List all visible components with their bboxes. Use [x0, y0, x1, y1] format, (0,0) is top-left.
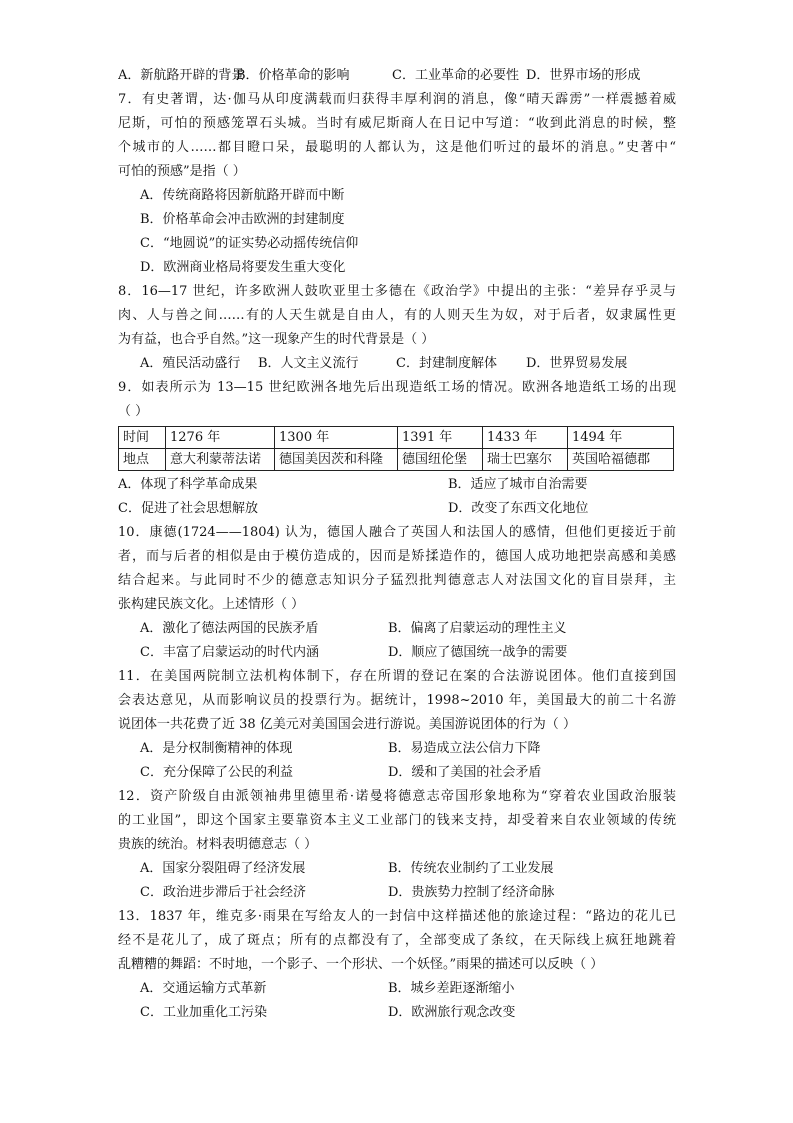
q8-options	[118, 352, 676, 376]
q11-stem-line: 说团体一共花费了近 38 亿美元对美国国会进行游说。美国游说团体的行为（ ）	[118, 717, 576, 732]
q6-option-c: C．工业革命的必要性	[392, 68, 519, 83]
q10-stem-line: 10．康德(1724——1804) 认为，德国人融合了英国人和法国人的感情，但他们更接近于前	[118, 525, 676, 540]
q6-option-a: A．新航路开辟的背景	[118, 68, 245, 83]
q9-stem-line: 9．如表所示为 13—15 世纪欧洲各地先后出现造纸工场的情况。欧洲各地造纸工场的出现	[118, 380, 676, 395]
table-cell: 德国纽伦堡	[398, 449, 483, 471]
q8-stem-line: 8．16—17 世纪，许多欧洲人鼓吹亚里士多德在《政治学》中提出的主张：“差异存乎灵与	[118, 284, 676, 299]
q13-options-row	[118, 1001, 676, 1025]
q10-option-a: A．激化了德法两国的民族矛盾	[140, 621, 319, 636]
q9-options-row	[118, 497, 676, 521]
q11-option-d: D．缓和了美国的社会矛盾	[388, 765, 542, 780]
q12-options-row	[118, 857, 676, 881]
q8-option-d: D．世界贸易发展	[526, 356, 628, 371]
q9-option-c: C．促进了社会思想解放	[118, 501, 258, 516]
table-cell: 1391 年	[398, 427, 483, 449]
q12-option-b: B．传统农业制约了工业发展	[388, 861, 554, 876]
q7-option-b: B．价格革命会冲击欧洲的封建制度	[140, 212, 345, 227]
table-cell: 1276 年	[166, 427, 275, 449]
q10-options-row	[118, 617, 676, 641]
table-cell: 1300 年	[275, 427, 398, 449]
q11-option-a: A．是分权制衡精神的体现	[140, 741, 293, 756]
q11-stem-line: 会表达意见，从而影响议员的投票行为。据统计，1998~2010 年，美国最大的前二十名游	[118, 693, 676, 708]
q12-option-a: A．国家分裂阻碍了经济发展	[140, 861, 306, 876]
q6-option-d: D．世界市场的形成	[526, 68, 641, 83]
q9-stem-line: （ ）	[118, 404, 149, 419]
q11-options-row	[118, 737, 676, 761]
q9-table	[118, 426, 674, 471]
q8-option-b: B．人文主义流行	[258, 356, 359, 371]
q12-stem-line: 贵族的统治。材料表明德意志（ ）	[118, 837, 318, 852]
table-cell: 1494 年	[568, 427, 674, 449]
q11-stem-line: 11．在美国两院制立法机构体制下，存在所谓的登记在案的合法游说团体。他们直接到国	[118, 669, 676, 684]
q13-option-b: B．城乡差距逐渐缩小	[388, 981, 515, 996]
q8-option-c: C．封建制度解体	[396, 356, 497, 371]
table-cell: 地点	[119, 449, 166, 471]
table-cell: 瑞士巴塞尔	[483, 449, 568, 471]
q13-stem-line: 经不是花儿了，成了斑点；所有的点都没有了，全部变成了条纹，在天际线上疯狂地跳着	[118, 933, 676, 948]
q9-option-d: D．改变了东西文化地位	[448, 501, 589, 516]
q6-option-b: B．价格革命的影响	[236, 68, 350, 83]
q12-options-row	[118, 881, 676, 905]
q13-option-c: C．工业加重化工污染	[140, 1005, 267, 1020]
q7-stem-line: 7．有史著谓，达·伽马从印度满载而归获得丰厚利润的消息，像“晴天霹雳”一样震撼着威	[118, 92, 676, 107]
table-cell: 英国哈福德郡	[568, 449, 674, 471]
table-row	[119, 449, 674, 471]
q9-options-row	[118, 473, 676, 497]
table-cell: 时间	[119, 427, 166, 449]
q7-stem-line: 可怕的预感”是指（ ）	[118, 164, 246, 179]
q13-stem-line: 乱糟糟的舞蹈：不时地，一个影子、一个形状、一个妖怪。”雨果的描述可以反映（ ）	[118, 957, 604, 972]
q11-option-c: C．充分保障了公民的利益	[140, 765, 293, 780]
q13-option-a: A．交通运输方式革新	[140, 981, 267, 996]
table-cell: 德国美因茨和科隆	[275, 449, 398, 471]
q6-options	[118, 64, 676, 88]
q12-stem-line: 的工业国”，即这个国家主要靠资本主义工业部门的钱来支持，却受着来自农业领域的传统	[118, 813, 676, 828]
q11-option-b: B．易造成立法公信力下降	[388, 741, 541, 756]
q7-stem-line: 尼斯，可怕的预感笼罩石头城。当时有威尼斯商人在日记中写道：“收到此消息的时候，整	[118, 116, 676, 131]
q13-stem-line: 13．1837 年，维克多·雨果在写给友人的一封信中这样描述他的旅途过程：“路边的花儿已	[118, 909, 676, 924]
q8-stem-line: 为有益，也合乎自然。”这一现象产生的时代背景是（ ）	[118, 332, 435, 347]
q9-option-a: A．体现了科学革命成果	[118, 477, 258, 492]
q10-options-row	[118, 641, 676, 665]
q8-stem-line: 肉、人与兽之间……有的人天生就是自由人，有的人则天生为奴，对于后者，奴隶属性更	[118, 308, 676, 323]
q10-option-b: B．偏离了启蒙运动的理性主义	[388, 621, 567, 636]
q12-option-c: C．政治进步滞后于社会经济	[140, 885, 306, 900]
table-cell: 意大利蒙蒂法诺	[166, 449, 275, 471]
q13-option-d: D．欧洲旅行观念改变	[388, 1005, 516, 1020]
q11-options-row	[118, 761, 676, 785]
table-row	[119, 427, 674, 449]
table-cell: 1433 年	[483, 427, 568, 449]
q10-stem-line: 结合起来。与此同时不少的德意志知识分子猛烈批判德意志人对法国文化的盲目崇拜，主	[118, 573, 676, 588]
q9-option-b: B．适应了城市自治需要	[448, 477, 588, 492]
q12-stem-line: 12．资产阶级自由派领袖弗里德里希·诺曼将德意志帝国形象地称为“穿着农业国政治服装	[118, 789, 676, 804]
q7-stem-line: 个城市的人……都目瞪口呆，最聪明的人都认为，这是他们听过的最坏的消息。”史著中“	[118, 140, 676, 155]
q10-stem-line: 张构建民族文化。上述情形（ ）	[118, 597, 305, 612]
q7-option-c: C．“地圆说”的证实势必动摇传统信仰	[140, 236, 359, 251]
exam-page	[118, 64, 676, 1025]
q7-option-a: A．传统商路将因新航路开辟而中断	[140, 188, 345, 203]
q10-option-c: C．丰富了启蒙运动的时代内涵	[140, 645, 319, 660]
q7-option-d: D．欧洲商业格局将要发生重大变化	[140, 260, 346, 275]
q12-option-d: D．贵族势力控制了经济命脉	[388, 885, 555, 900]
q10-stem-line: 者，而与后者的相似是由于模仿造成的，因而是矫揉造作的，德国人成功地把崇高感和美感	[118, 549, 676, 564]
q10-option-d: D．顺应了德国统一战争的需要	[388, 645, 568, 660]
q8-option-a: A．殖民活动盛行	[140, 356, 241, 371]
q13-options-row	[118, 977, 676, 1001]
